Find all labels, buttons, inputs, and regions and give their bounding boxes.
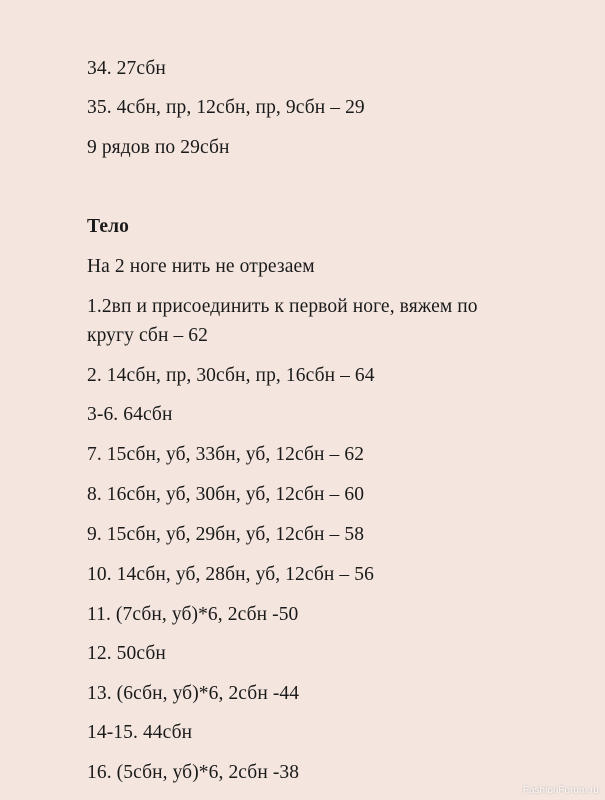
body-row-12: 12. 50сбн (87, 643, 166, 664)
rows-repeat-note: 9 рядов по 29сбн (87, 137, 230, 158)
body-row-16: 16. (5сбн, уб)*6, 2сбн -38 (87, 762, 300, 783)
row-34: 34. 27сбн (87, 58, 166, 79)
body-row-2: 2. 14сбн, пр, 30сбн, пр, 16сбн – 64 (87, 365, 375, 386)
body-row-1-continued: кругу сбн – 62 (87, 325, 208, 346)
body-intro-note: На 2 ноге нить не отрезаем (87, 256, 315, 277)
body-row-14-15: 14-15. 44сбн (87, 722, 193, 743)
body-row-7: 7. 15сбн, уб, 33бн, уб, 12сбн – 62 (87, 444, 365, 465)
section-heading-body: Тело (87, 216, 130, 237)
body-row-8: 8. 16сбн, уб, 30бн, уб, 12сбн – 60 (87, 484, 365, 505)
body-row-3-6: 3-6. 64сбн (87, 404, 173, 425)
body-row-13: 13. (6сбн, уб)*6, 2сбн -44 (87, 683, 300, 704)
body-row-11: 11. (7сбн, уб)*6, 2сбн -50 (87, 604, 299, 625)
body-row-9: 9. 15сбн, уб, 29бн, уб, 12сбн – 58 (87, 524, 365, 545)
site-watermark: FashionForum.ru (522, 785, 599, 796)
row-35: 35. 4сбн, пр, 12сбн, пр, 9сбн – 29 (87, 97, 365, 118)
body-row-10: 10. 14сбн, уб, 28бн, уб, 12сбн – 56 (87, 564, 374, 585)
body-row-1: 1.2вп и присоединить к первой ноге, вяжем по (87, 296, 478, 317)
